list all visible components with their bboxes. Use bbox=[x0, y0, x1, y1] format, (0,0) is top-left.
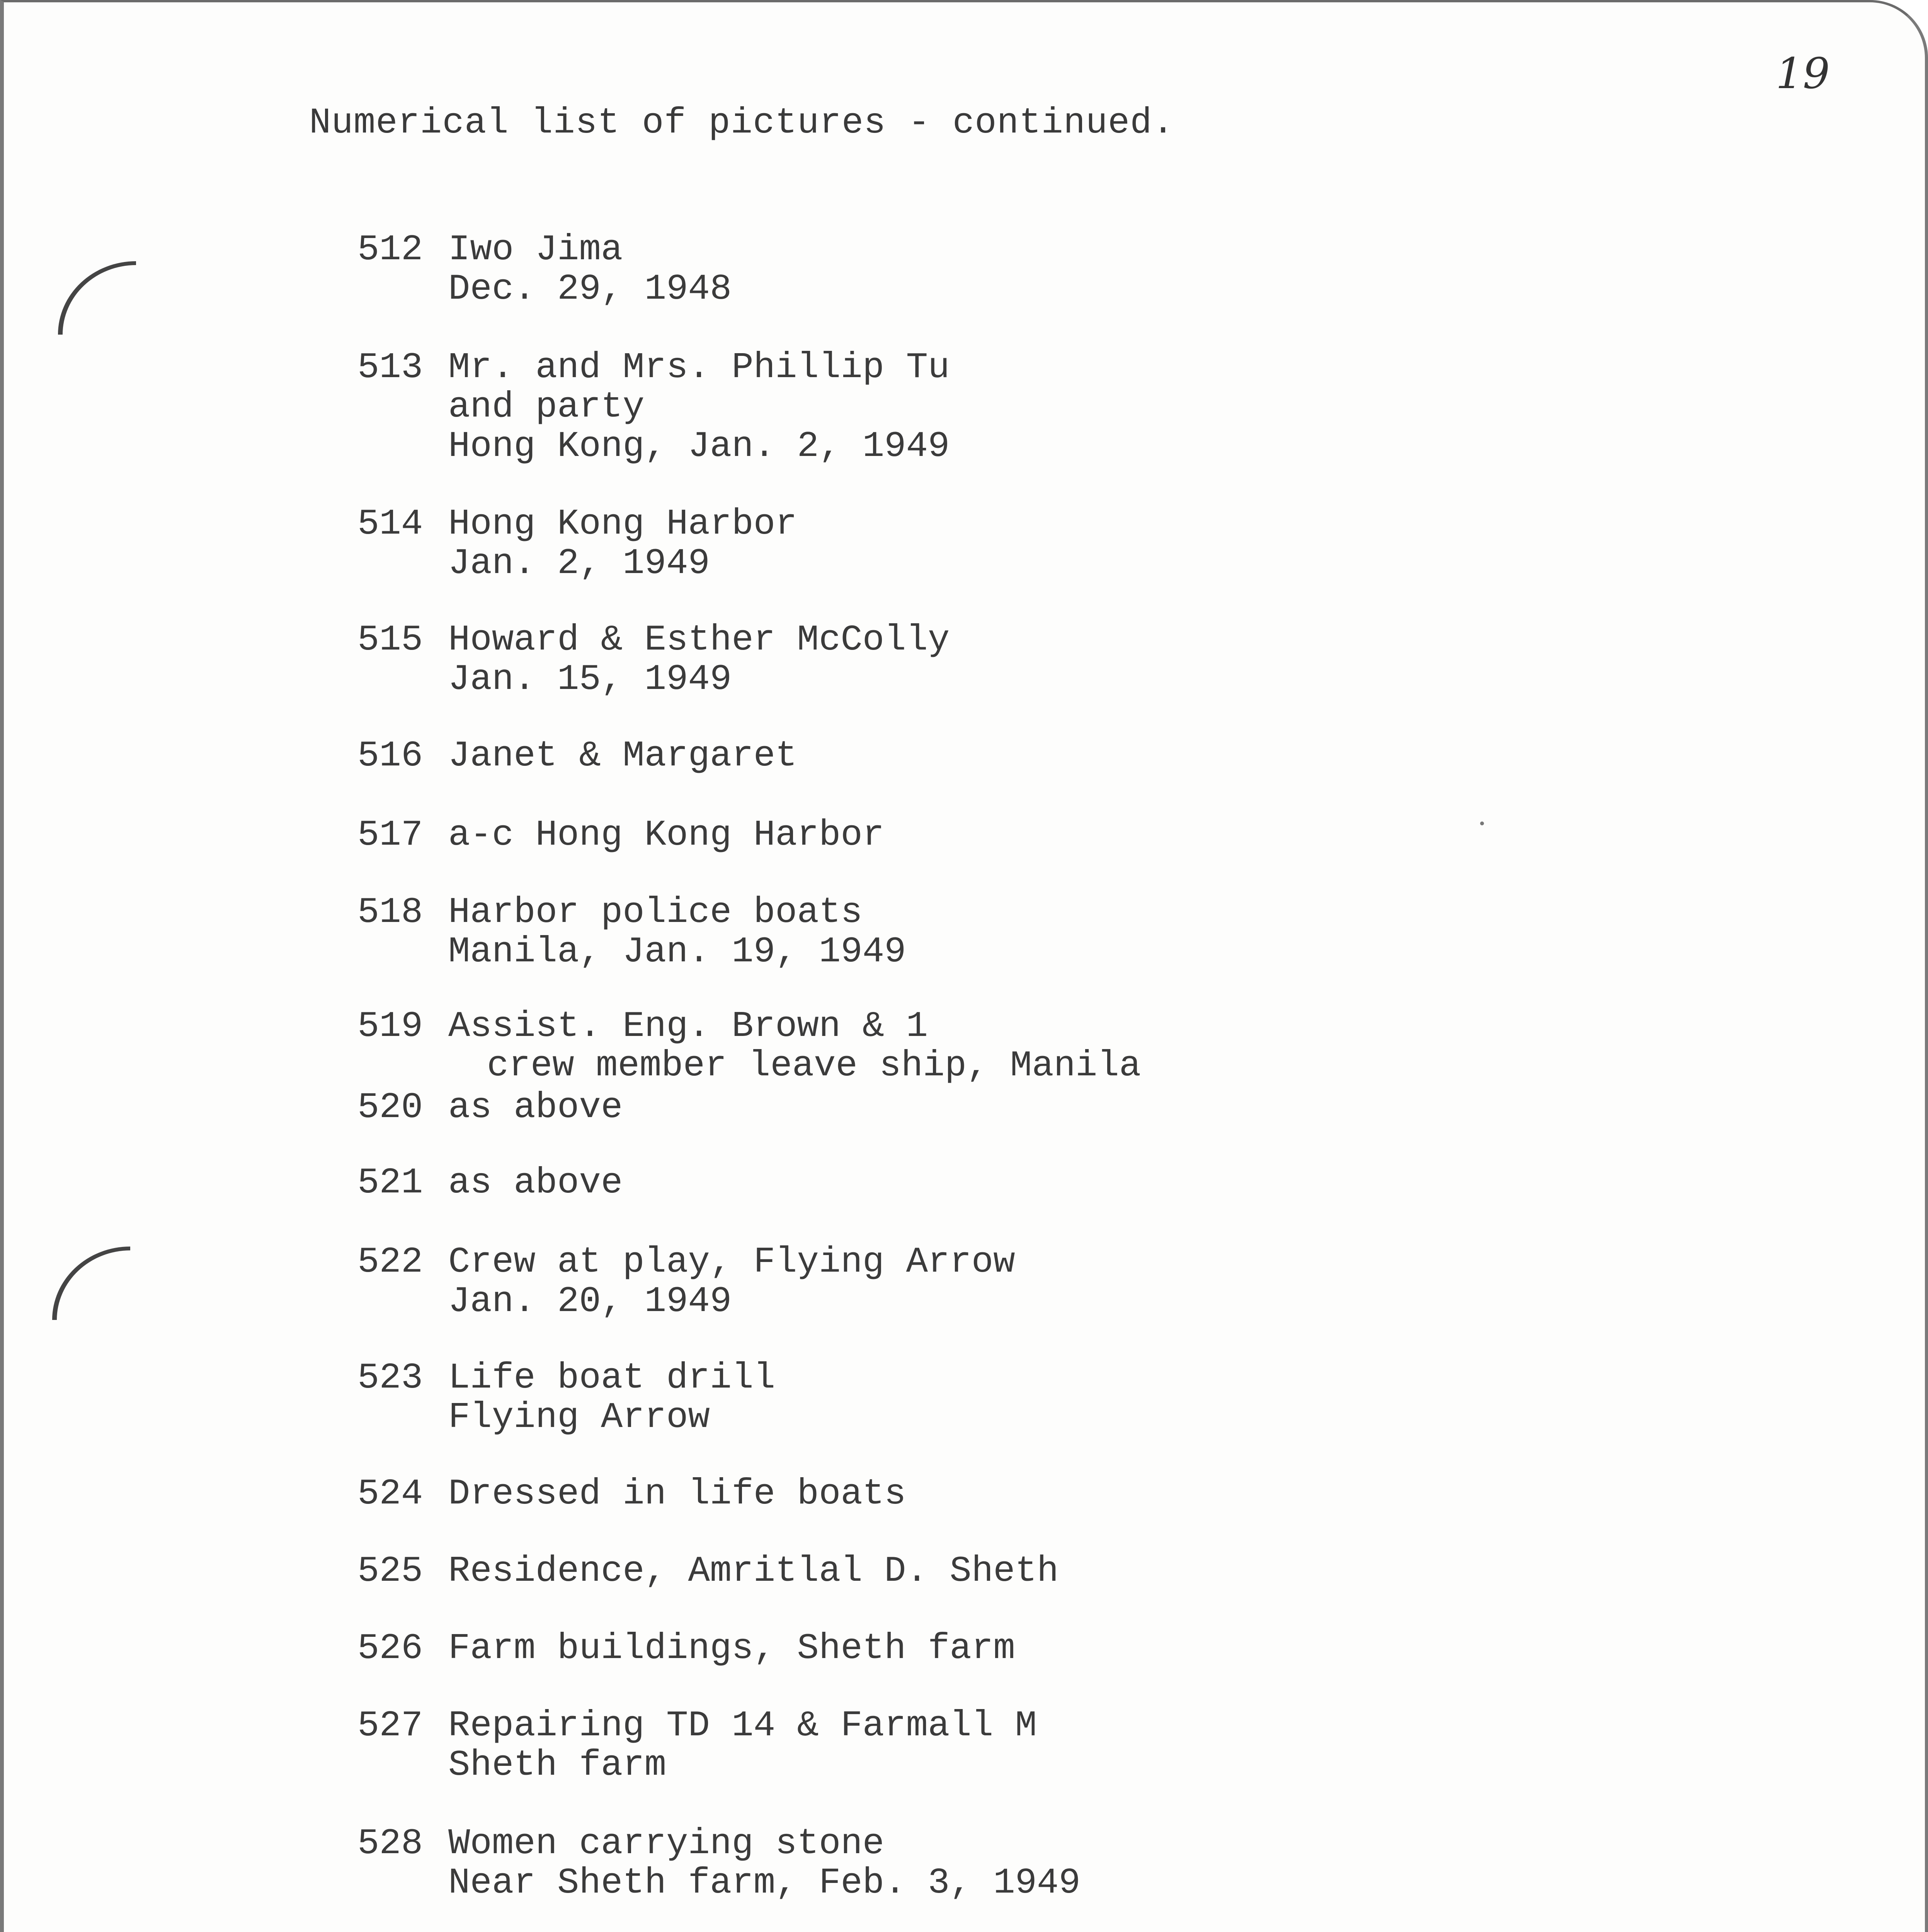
picture-number: 513 bbox=[357, 347, 423, 388]
picture-number: 515 bbox=[357, 620, 423, 661]
picture-description: Harbor police boats bbox=[448, 892, 863, 933]
picture-description: Crew at play, Flying Arrow bbox=[448, 1242, 1015, 1283]
picture-description: Life boat drill bbox=[448, 1358, 776, 1399]
picture-number: 520 bbox=[357, 1087, 423, 1128]
picture-number: 524 bbox=[357, 1474, 423, 1515]
picture-description: Residence, Amritlal D. Sheth bbox=[448, 1551, 1059, 1592]
picture-number: 516 bbox=[357, 736, 423, 777]
list-item bbox=[357, 736, 1865, 776]
picture-number: 523 bbox=[357, 1358, 423, 1399]
picture-description: as above bbox=[448, 1087, 623, 1128]
picture-number: 526 bbox=[357, 1628, 423, 1669]
picture-description: Mr. and Mrs. Phillip Tu bbox=[448, 347, 950, 388]
binder-hole-top bbox=[58, 261, 136, 335]
list-item bbox=[357, 1163, 1865, 1203]
picture-detail: Jan. 20, 1949 bbox=[448, 1281, 732, 1322]
picture-description: as above bbox=[448, 1163, 623, 1204]
list-item bbox=[357, 1359, 1865, 1437]
picture-detail: Dec. 29, 1948 bbox=[448, 269, 732, 310]
picture-description: Assist. Eng. Brown & 1 bbox=[448, 1006, 928, 1047]
picture-number: 514 bbox=[357, 504, 423, 545]
picture-detail: Jan. 15, 1949 bbox=[448, 659, 732, 700]
picture-detail: Jan. 2, 1949 bbox=[448, 543, 710, 584]
list-item bbox=[357, 893, 1865, 972]
picture-detail: Hong Kong, Jan. 2, 1949 bbox=[448, 426, 950, 467]
picture-description: Farm buildings, Sheth farm bbox=[448, 1628, 1015, 1669]
picture-detail: and party bbox=[448, 387, 645, 428]
list-item bbox=[357, 348, 1865, 466]
list-item bbox=[357, 1552, 1865, 1591]
picture-detail: Near Sheth farm, Feb. 3, 1949 bbox=[448, 1863, 1081, 1904]
page-number: 19 bbox=[1776, 49, 1830, 98]
picture-number: 512 bbox=[357, 230, 423, 270]
picture-description: Women carrying stone bbox=[448, 1823, 885, 1864]
picture-number: 528 bbox=[357, 1823, 423, 1864]
picture-description: a-c Hong Kong Harbor bbox=[448, 815, 885, 856]
page-title: Numerical list of pictures - continued. bbox=[309, 103, 1174, 144]
picture-description: Repairing TD 14 & Farmall M bbox=[448, 1706, 1037, 1747]
picture-number: 518 bbox=[357, 892, 423, 933]
picture-description: Janet & Margaret bbox=[448, 736, 797, 777]
list-item bbox=[357, 505, 1865, 583]
list-item bbox=[357, 621, 1865, 699]
picture-number: 519 bbox=[357, 1006, 423, 1047]
picture-description: Iwo Jima bbox=[448, 230, 623, 270]
picture-description: Howard & Esther McColly bbox=[448, 620, 950, 661]
list-item bbox=[357, 1629, 1865, 1668]
picture-number: 527 bbox=[357, 1706, 423, 1747]
picture-number: 517 bbox=[357, 815, 423, 856]
picture-detail: Manila, Jan. 19, 1949 bbox=[448, 932, 906, 973]
picture-detail: Flying Arrow bbox=[448, 1397, 710, 1438]
picture-detail: Sheth farm bbox=[448, 1745, 667, 1786]
picture-number: 522 bbox=[357, 1242, 423, 1283]
picture-list bbox=[357, 2, 1865, 1932]
picture-description: Hong Kong Harbor bbox=[448, 504, 797, 545]
list-item bbox=[357, 1243, 1865, 1321]
list-item bbox=[357, 1088, 1865, 1128]
picture-number: 521 bbox=[357, 1163, 423, 1204]
list-item bbox=[357, 1706, 1865, 1785]
list-item bbox=[357, 1475, 1865, 1514]
list-item bbox=[357, 230, 1865, 309]
list-item bbox=[357, 1007, 1865, 1086]
picture-description: Dressed in life boats bbox=[448, 1474, 906, 1515]
list-item bbox=[357, 816, 1865, 855]
picture-detail: crew member leave ship, Manila bbox=[487, 1046, 1141, 1087]
picture-number: 525 bbox=[357, 1551, 423, 1592]
list-item bbox=[357, 1824, 1865, 1903]
binder-hole-middle bbox=[52, 1247, 130, 1320]
